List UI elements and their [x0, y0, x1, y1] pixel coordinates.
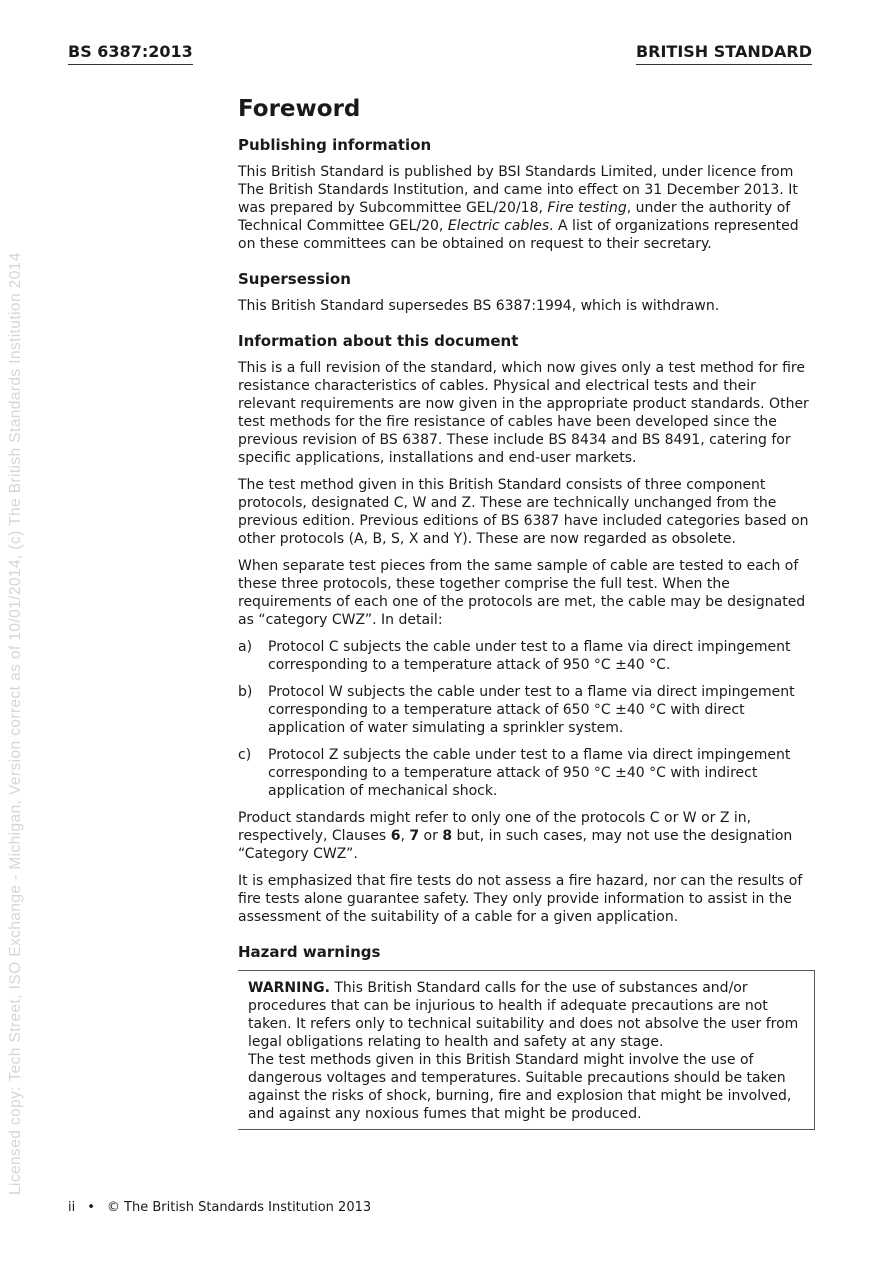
information-paragraph-5: It is emphasized that fire tests do not assess a fire hazard, nor can the results of fire tests alone guarantee safety. They only provide information to assist in the assessment of the suitability of a cable for a given application. [238, 873, 803, 925]
information-paragraph-3: When separate test pieces from the same sample of cable are tested to each of these three protocols, these together comprise the full test. When the requirements of each one of the protocols are met, the cable may be designated as “category CWZ”. In detail: [238, 558, 806, 628]
header-doc-type: BRITISH STANDARD [636, 42, 812, 65]
list-text: Protocol W subjects the cable under test to a flame via direct impingement corresponding to a temperature attack of 650 °C ±40 °C with direct application of water simulating a sprinkler system. [268, 684, 795, 736]
list-marker: b) [238, 684, 253, 700]
license-watermark: Licensed copy: Tech Street, ISO Exchange - Michigan, Version correct as of 10/01/2014, (c) The British Standards Institution 2014 [7, 252, 24, 1195]
list-item [238, 683, 816, 737]
page-footer [68, 1200, 371, 1215]
list-marker: c) [238, 747, 252, 763]
foreword-title: Foreword [238, 96, 361, 122]
publishing-paragraph: This British Standard is published by BSI Standards Limited, under licence from The British Standards Institution, and came into effect on 31 December 2013. It was prepared by Subcommittee GEL/20/18, Fire testing, under the authority of Technical Committee GEL/20, Electric cables. A list of organizations represented on these committees can be obtained on request to their secretary. [238, 164, 799, 252]
footer-bullet: • [87, 1200, 95, 1215]
list-marker: a) [238, 639, 253, 655]
heading-hazard-warnings: Hazard warnings [238, 943, 381, 961]
footer-copyright: © The British Standards Institution 2013 [106, 1200, 372, 1215]
warning-label: WARNING. [248, 980, 330, 996]
information-paragraph-1: This is a full revision of the standard, which now gives only a test method for fire resistance characteristics of cables. Physical and electrical tests and their relevant requirements are now given in the appropriate product standards. Other test methods for the fire resistance of cables have been developed since the previous revision of BS 6387. These include BS 8434 and BS 8491, catering for specific applications, installations and end-user markets. [238, 360, 809, 466]
foreword-content [238, 96, 816, 1130]
information-paragraph-4: Product standards might refer to only one of the protocols C or W or Z in, respectively, Clauses 6, 7 or 8 but, in such cases, may not use the designation “Category CWZ”. [238, 810, 793, 862]
heading-information-about-document: Information about this document [238, 332, 519, 350]
heading-supersession: Supersession [238, 270, 351, 288]
heading-publishing-information: Publishing information [238, 136, 432, 154]
page-number: ii [68, 1200, 76, 1215]
header-doc-number: BS 6387:2013 [68, 42, 193, 65]
warning-box [238, 970, 815, 1130]
list-text: Protocol C subjects the cable under test to a flame via direct impingement corresponding to a temperature attack of 950 °C ±40 °C. [268, 639, 791, 673]
list-item [238, 746, 816, 800]
supersession-paragraph: This British Standard supersedes BS 6387:1994, which is withdrawn. [238, 298, 720, 314]
list-text: Protocol Z subjects the cable under test to a flame via direct impingement corresponding to a temperature attack of 950 °C ±40 °C with indirect application of mechanical shock. [268, 747, 791, 799]
warning-paragraph-2: The test methods given in this British Standard might involve the use of dangerous voltages and temperatures. Suitable precautions should be taken against the risks of shock, burning, fire and explosion that might be involved, and against any noxious fumes that might be produced. [248, 1052, 792, 1122]
information-paragraph-2: The test method given in this British Standard consists of three component protocols, designated C, W and Z. These are technically unchanged from the previous edition. Previous editions of BS 6387 have included categories based on other protocols (A, B, S, X and Y). These are now regarded as obsolete. [238, 477, 809, 547]
list-item [238, 638, 816, 674]
warning-paragraph-1: WARNING. This British Standard calls for the use of substances and/or procedures that can be injurious to health if adequate precautions are not taken. It refers only to technical suitability and does not absolve the user from legal obligations relating to health and safety at any stage. [248, 980, 799, 1050]
